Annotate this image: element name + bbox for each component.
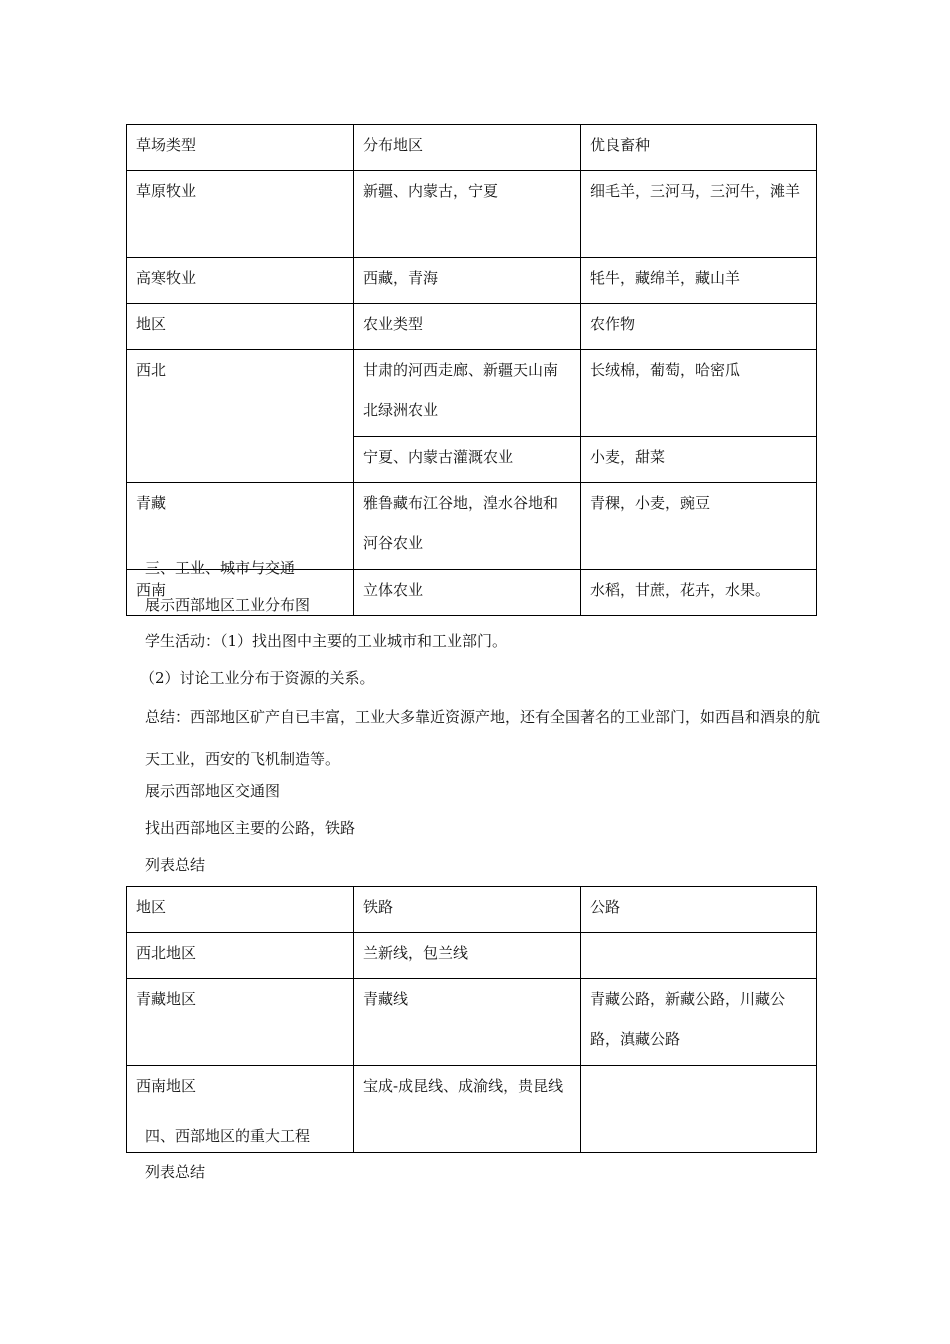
table-cell: 农业类型: [354, 304, 581, 350]
paragraph: 列表总结: [145, 1163, 206, 1181]
table-row: [127, 125, 817, 171]
table-row: [127, 979, 817, 1066]
table-cell: 优良畜种: [581, 125, 817, 171]
table-cell: 雅鲁藏布江谷地，湟水谷地和河谷农业: [354, 483, 581, 570]
table-cell: [581, 933, 817, 979]
table-cell: 水稻，甘蔗，花卉，水果。: [581, 570, 817, 616]
table-cell: 分布地区: [354, 125, 581, 171]
table-cell: 地区: [127, 887, 354, 933]
paragraph: 找出西部地区主要的公路，铁路: [145, 819, 356, 837]
table-cell: 农作物: [581, 304, 817, 350]
table-row: [127, 933, 817, 979]
table-cell: 西北: [127, 350, 354, 483]
table-row: [127, 887, 817, 933]
section-heading: 四、西部地区的重大工程: [145, 1127, 311, 1145]
table-cell: 高寒牧业: [127, 258, 354, 304]
table-cell: 宝成-成昆线、成渝线，贵昆线: [354, 1066, 581, 1153]
table-cell: 地区: [127, 304, 354, 350]
table-cell: 青藏线: [354, 979, 581, 1066]
paragraph: （2）讨论工业分布于资源的关系。: [140, 669, 375, 687]
table-row: [127, 258, 817, 304]
table-cell: 牦牛，藏绵羊，藏山羊: [581, 258, 817, 304]
table-cell: 铁路: [354, 887, 581, 933]
table-row: [127, 304, 817, 350]
agriculture-table: [126, 124, 817, 616]
paragraph: 展示西部地区工业分布图: [145, 596, 311, 614]
table-cell: 细毛羊，三河马，三河牛，滩羊: [581, 171, 817, 258]
table-cell: 立体农业: [354, 570, 581, 616]
table-cell: 西藏，青海: [354, 258, 581, 304]
table-cell: 宁夏、内蒙古灌溉农业: [354, 437, 581, 483]
table-cell: 青稞，小麦，豌豆: [581, 483, 817, 570]
table-cell: 西南: [127, 570, 354, 616]
paragraph: 列表总结: [145, 856, 206, 874]
table-cell: 长绒棉，葡萄，哈密瓜: [581, 350, 817, 437]
summary-paragraph: 总结：西部地区矿产自已丰富，工业大多靠近资源产地，还有全国著名的工业部门，如西昌和酒泉的航天工业，西安的飞机制造等。: [145, 708, 821, 768]
table-cell: 青藏地区: [127, 979, 354, 1066]
section-heading: 三、工业、城市与交通: [145, 559, 296, 577]
table-cell: 草场类型: [127, 125, 354, 171]
table-cell: 新疆、内蒙古，宁夏: [354, 171, 581, 258]
table-cell: 公路: [581, 887, 817, 933]
table-cell: 小麦，甜菜: [581, 437, 817, 483]
paragraph: 展示西部地区交通图: [145, 782, 281, 800]
paragraph: 学生活动：（1）找出图中主要的工业城市和工业部门。: [145, 632, 508, 650]
table-cell: 西北地区: [127, 933, 354, 979]
table-row: [127, 171, 817, 258]
table-row: [127, 350, 817, 437]
table-cell: 西南地区: [127, 1066, 354, 1153]
table-cell: 草原牧业: [127, 171, 354, 258]
table-cell: 青藏: [127, 483, 354, 570]
table-cell: 兰新线，包兰线: [354, 933, 581, 979]
table-cell: 甘肃的河西走廊、新疆天山南北绿洲农业: [354, 350, 581, 437]
table-cell: 青藏公路，新藏公路，川藏公路，滇藏公路: [581, 979, 817, 1066]
transport-table: [126, 886, 817, 1153]
